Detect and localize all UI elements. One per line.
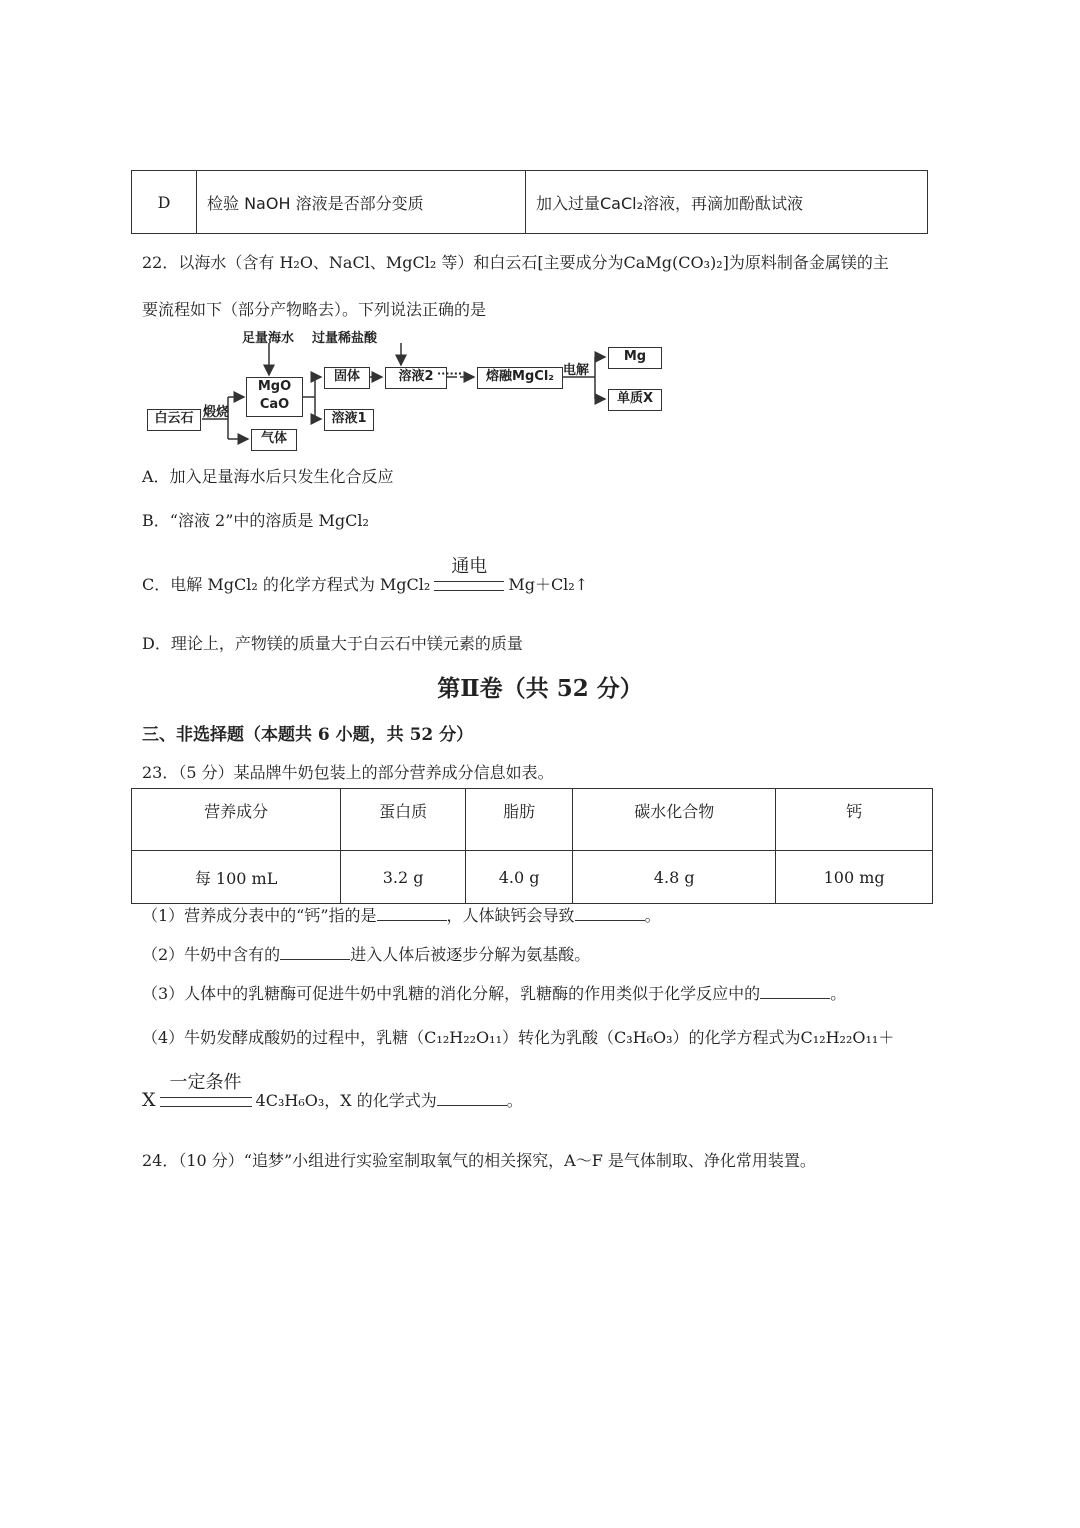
oxide-mgo: MgO	[257, 379, 292, 394]
sub4-text: ，X 的化学式为	[324, 1091, 437, 1110]
product-lactic-acid: 4C₃H₆O₃	[255, 1091, 325, 1110]
table-header-row	[132, 789, 933, 851]
header-cell: 钙	[776, 789, 933, 851]
q23-sub4-equation	[142, 1071, 523, 1111]
nutrition-table	[131, 788, 933, 904]
q23-sub3	[142, 981, 846, 1004]
table-cell: 100 mg	[776, 851, 933, 904]
sub2-text: 进入人体后被逐步分解为氨基酸。	[350, 945, 591, 964]
q22-stem-line1: 22．以海水（含有 H₂O、NaCl、MgCl₂ 等）和白云石[主要成分为CaMg(CO₃)₂]为原料制备金属镁的主	[142, 253, 889, 272]
header-cell: 脂肪	[466, 789, 573, 851]
table-cell: 每 100 mL	[132, 851, 341, 904]
section-three-heading: 三、非选择题（本题共 6 小题，共 52 分）	[142, 725, 474, 745]
answer-blank[interactable]	[760, 984, 830, 999]
equation-sign	[160, 1071, 252, 1107]
label-ellipsis: ······	[437, 367, 463, 380]
box-solution-1: 溶液1	[324, 409, 374, 431]
box-molten-mgcl2: 熔融MgCl₂	[477, 367, 563, 389]
q22-option-a: A．加入足量海水后只发生化合反应	[142, 467, 394, 486]
reactant-x: X	[142, 1089, 156, 1111]
box-solution-2: 溶液2	[385, 367, 447, 389]
table-cell: 4.0 g	[466, 851, 573, 904]
answer-blank[interactable]	[575, 906, 645, 921]
process-flow-diagram	[145, 325, 675, 455]
sub2-text: （2）牛奶中含有的	[142, 945, 281, 964]
q23-sub1	[142, 903, 661, 926]
label-seawater: 足量海水	[242, 331, 295, 346]
q22-option-d: D．理论上，产物镁的质量大于白云石中镁元素的质量	[142, 634, 523, 653]
experiment-purpose: 检验 NaOH 溶液是否部分变质	[197, 171, 526, 234]
table-row	[132, 851, 933, 904]
sub1-text: ，人体缺钙会导致	[446, 906, 575, 925]
experiment-method: 加入过量CaCl₂溶液，再滴加酚酞试液	[526, 171, 928, 234]
answer-blank[interactable]	[280, 945, 350, 960]
answer-blank[interactable]	[377, 906, 447, 921]
option-c-products: Mg＋Cl₂↑	[508, 575, 589, 594]
sub3-text: 。	[830, 984, 847, 1003]
equation-sign	[434, 555, 504, 591]
table-cell: 3.2 g	[341, 851, 466, 904]
q24-stem: 24．（10 分）“追梦”小组进行实验室制取氧气的相关探究，A～F 是气体制取、净化常用装置。	[142, 1151, 816, 1170]
q22-option-c	[142, 555, 589, 595]
box-mg: Mg	[608, 347, 662, 369]
q23-sub4: （4）牛奶发酵成酸奶的过程中，乳糖（C₁₂H₂₂O₁₁）转化为乳酸（C₃H₆O₃）的化学方程式为C₁₂H₂₂O₁₁＋	[142, 1028, 895, 1047]
q22-option-b: B．“溶液 2”中的溶质是 MgCl₂	[142, 511, 369, 530]
label-hydrochloric-acid: 过量稀盐酸	[312, 331, 378, 346]
option-letter: D	[132, 171, 197, 234]
q23-intro: 23．（5 分）某品牌牛奶包装上的部分营养成分信息如表。	[142, 763, 554, 782]
label-calcination: 煅烧	[203, 405, 230, 420]
label-electrolysis: 电解	[563, 363, 590, 378]
option-c-text: C．电解 MgCl₂ 的化学方程式为 MgCl₂	[142, 575, 431, 594]
answer-blank[interactable]	[437, 1091, 507, 1106]
sub1-text: 。	[644, 906, 661, 925]
box-solid: 固体	[324, 367, 370, 389]
sub3-text: （3）人体中的乳糖酶可促进牛奶中乳糖的消化分解，乳糖酶的作用类似于化学反应中的	[142, 984, 761, 1003]
box-oxides	[246, 377, 303, 417]
part-two-title: 第Ⅱ卷（共 52 分）	[437, 675, 643, 702]
box-element-x: 单质X	[608, 389, 662, 411]
q23-sub2	[142, 942, 590, 965]
box-dolomite: 白云石	[147, 409, 201, 431]
header-cell: 碳水化合物	[573, 789, 776, 851]
sub4-text: 。	[506, 1091, 523, 1110]
oxide-cao: CaO	[259, 397, 290, 412]
q22-stem-line2: 要流程如下（部分产物略去）。下列说法正确的是	[142, 300, 487, 319]
condition-certain: 一定条件	[169, 1071, 242, 1093]
condition-electricity: 通电	[451, 555, 488, 577]
table-cell: 4.8 g	[573, 851, 776, 904]
answer-table-row-d	[131, 170, 928, 234]
box-gas: 气体	[251, 429, 297, 451]
header-cell: 营养成分	[132, 789, 341, 851]
sub1-text: （1）营养成分表中的“钙”指的是	[142, 906, 377, 925]
header-cell: 蛋白质	[341, 789, 466, 851]
flow-arrows	[145, 325, 675, 455]
